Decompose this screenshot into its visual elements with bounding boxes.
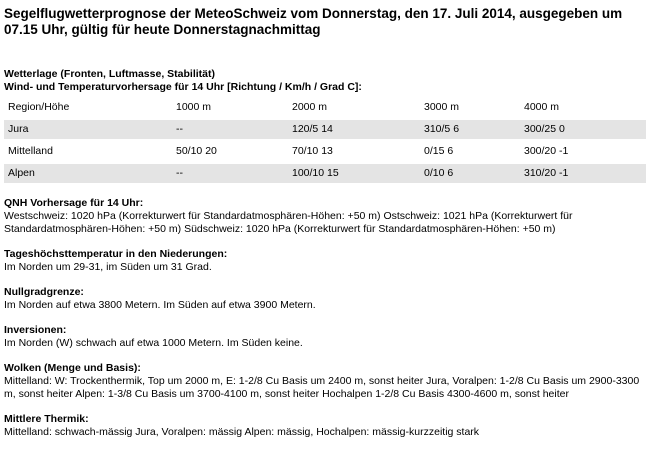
wind-heading: Wind- und Temperaturvorhersage für 14 Uhr [Richtung / Km/h / Grad C]: <box>4 81 362 93</box>
section-heading: QNH Vorhersage für 14 Uhr: <box>4 197 144 209</box>
cell-4000m: 300/25 0 <box>520 120 646 139</box>
cell-2000m: 120/5 14 <box>288 120 420 139</box>
cell-region: Alpen <box>4 164 172 183</box>
cell-1000m: -- <box>172 164 288 183</box>
cell-3000m: 0/10 6 <box>420 164 520 183</box>
thermals-section <box>4 413 646 439</box>
section-text: Im Norden auf etwa 3800 Metern. Im Süden auf etwa 3900 Metern. <box>4 299 316 311</box>
clouds-section <box>4 362 646 401</box>
section-text: Mittelland: W: Trockenthermik, Top um 2000 m, E: 1-2/8 Cu Basis um 2400 m, sonst heiter Jura, Voralpen: 1-2/8 Cu Basis um 2900-3300 m, sonst heiter Alpen: 1-3/8 Cu Basis um 3700-4100 m, sonst heiter Hochalpen 1-2/8 Cu Basis 4300-4600 m, sonst heiter <box>4 375 640 400</box>
header-region: Region/Höhe <box>8 101 70 113</box>
section-heading: Inversionen: <box>4 324 67 336</box>
table-row <box>4 142 646 161</box>
section-heading: Tageshöchsttemperatur in den Niederungen: <box>4 248 228 260</box>
section-heading: Wolken (Menge und Basis): <box>4 362 141 374</box>
section-text: Mittelland: schwach-mässig Jura, Voralpen: mässig Alpen: mässig, Hochalpen: mässig-kurzzeitig stark <box>4 426 480 438</box>
cell-2000m: 100/10 15 <box>288 164 420 183</box>
header-3000m: 3000 m <box>424 101 460 113</box>
section-text: Westschweiz: 1020 hPa (Korrekturwert für Standardatmosphären-Höhen: +50 m) Ostschweiz: 1021 hPa (Korrekturwert für Standardatmosphären-Höhen: +50 m) Südschweiz: 1020 hPa (Korrekturwert für Standardatmosphären-Höhen: +50 m) <box>4 210 573 235</box>
cell-region: Jura <box>4 120 172 139</box>
header-4000m: 4000 m <box>524 101 560 113</box>
section-text: Im Norden um 29-31, im Süden um 31 Grad. <box>4 261 212 273</box>
table-row <box>4 120 646 139</box>
cell-2000m: 70/10 13 <box>292 145 333 157</box>
spacer <box>4 38 646 68</box>
cell-4000m: 300/20 -1 <box>524 145 569 157</box>
cell-region: Mittelland <box>8 145 53 157</box>
max-temperature-section <box>4 248 646 274</box>
cell-3000m: 310/5 6 <box>420 120 520 139</box>
qnh-section <box>4 197 646 236</box>
section-heading: Mittlere Thermik: <box>4 413 89 425</box>
header-2000m: 2000 m <box>292 101 328 113</box>
section-heading: Nullgradgrenze: <box>4 286 84 298</box>
wetterlage-heading: Wetterlage (Fronten, Luftmasse, Stabilität) <box>4 68 215 80</box>
cell-1000m: -- <box>172 120 288 139</box>
freezing-level-section <box>4 286 646 312</box>
section-text: Im Norden (W) schwach auf etwa 1000 Metern. Im Süden keine. <box>4 337 303 349</box>
wind-temperature-table <box>4 98 646 183</box>
header-1000m: 1000 m <box>176 101 212 113</box>
table-row <box>4 164 646 183</box>
cell-4000m: 310/20 -1 <box>520 164 646 183</box>
page-title: Segelflugwetterprognose der MeteoSchweiz vom Donnerstag, den 17. Juli 2014, ausgegeben um 07.15 Uhr, gültig für heute Donnerstagnachmittag <box>4 6 623 37</box>
cell-3000m: 0/15 6 <box>424 145 454 157</box>
inversions-section <box>4 324 646 350</box>
cell-1000m: 50/10 20 <box>176 145 217 157</box>
table-header-row <box>4 98 646 117</box>
